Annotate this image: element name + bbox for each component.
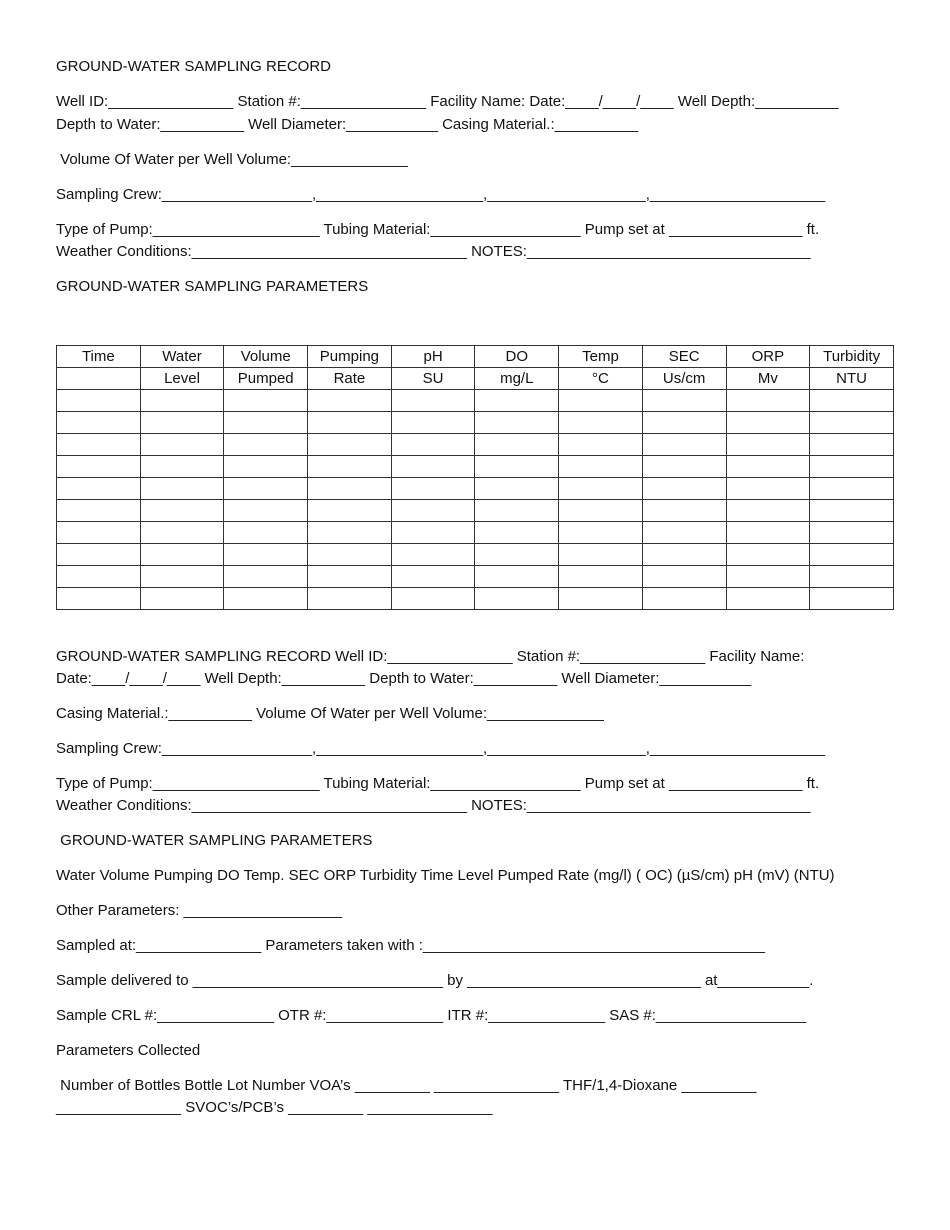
table-cell[interactable] — [224, 478, 308, 500]
table-cell[interactable] — [559, 500, 643, 522]
table-cell[interactable] — [140, 478, 224, 500]
table-units-row — [57, 368, 894, 390]
table-cell[interactable] — [57, 434, 141, 456]
table-cell[interactable] — [475, 390, 559, 412]
table-cell[interactable] — [140, 588, 224, 610]
table-cell[interactable] — [224, 544, 308, 566]
record-line-well-info: Well ID:_______________ Station #:_______________ Facility Name: Date:____/____/____ Well Depth:__________ — [56, 93, 839, 110]
table-cell[interactable] — [475, 500, 559, 522]
parameters-title: GROUND-WATER SAMPLING PARAMETERS — [56, 278, 369, 295]
table-cell[interactable] — [57, 412, 141, 434]
table-cell[interactable] — [475, 478, 559, 500]
table-row — [57, 522, 894, 544]
table-cell[interactable] — [559, 390, 643, 412]
table-cell[interactable] — [559, 566, 643, 588]
record2-line-pump: Type of Pump:____________________ Tubing Material:__________________ Pump set at ________________ ft. — [56, 775, 820, 792]
table-cell[interactable] — [642, 434, 726, 456]
record2-line-date-info: Date:____/____/____ Well Depth:__________ Depth to Water:__________ Well Diameter:___________ — [56, 670, 752, 687]
table-cell[interactable] — [810, 456, 894, 478]
table-cell[interactable] — [391, 478, 475, 500]
table-cell[interactable] — [559, 412, 643, 434]
table-cell[interactable] — [308, 522, 392, 544]
table-cell[interactable] — [391, 434, 475, 456]
column-header: Turbidity — [810, 346, 894, 368]
column-header: DO — [475, 346, 559, 368]
table-cell[interactable] — [726, 434, 810, 456]
table-cell[interactable] — [726, 456, 810, 478]
table-cell[interactable] — [475, 566, 559, 588]
table-cell[interactable] — [391, 522, 475, 544]
table-cell[interactable] — [140, 522, 224, 544]
table-body — [57, 390, 894, 610]
table-cell[interactable] — [475, 412, 559, 434]
table-row — [57, 478, 894, 500]
table-cell[interactable] — [308, 566, 392, 588]
table-cell[interactable] — [308, 434, 392, 456]
table-cell[interactable] — [642, 500, 726, 522]
table-cell[interactable] — [57, 522, 141, 544]
table-cell[interactable] — [57, 588, 141, 610]
table-cell[interactable] — [559, 478, 643, 500]
table-cell[interactable] — [57, 456, 141, 478]
table-cell[interactable] — [308, 588, 392, 610]
bottles-line-2: _______________ SVOC’s/PCB’s _________ _______________ — [56, 1099, 493, 1116]
bottles-line-1: Number of Bottles Bottle Lot Number VOA’s _________ _______________ THF/1,4-Dioxane _________ — [56, 1077, 757, 1094]
table-cell[interactable] — [391, 500, 475, 522]
table-cell[interactable] — [559, 544, 643, 566]
table-cell[interactable] — [642, 390, 726, 412]
column-header: Time — [57, 346, 141, 368]
parameters2-title: GROUND-WATER SAMPLING PARAMETERS — [56, 832, 373, 849]
sample-ids-line: Sample CRL #:______________ OTR #:______________ ITR #:______________ SAS #:__________________ — [56, 1007, 807, 1024]
table-row — [57, 434, 894, 456]
table-cell[interactable] — [57, 500, 141, 522]
table-cell[interactable] — [57, 544, 141, 566]
parameters-collected-heading: Parameters Collected — [56, 1042, 201, 1059]
table-cell[interactable] — [224, 390, 308, 412]
record-title: GROUND-WATER SAMPLING RECORD — [56, 58, 332, 75]
column-unit — [57, 368, 141, 390]
record2-line-weather: Weather Conditions:_________________________________ NOTES:__________________________________ — [56, 797, 811, 814]
column-unit: Us/cm — [642, 368, 726, 390]
table-cell[interactable] — [810, 478, 894, 500]
record-line-depth-info: Depth to Water:__________ Well Diameter:___________ Casing Material.:__________ — [56, 116, 639, 133]
column-unit: Rate — [308, 368, 392, 390]
table-cell[interactable] — [475, 456, 559, 478]
table-cell[interactable] — [475, 588, 559, 610]
column-header: Volume — [224, 346, 308, 368]
table-cell[interactable] — [140, 500, 224, 522]
table-cell[interactable] — [57, 478, 141, 500]
table-cell[interactable] — [391, 588, 475, 610]
table-cell[interactable] — [726, 588, 810, 610]
table-cell[interactable] — [57, 566, 141, 588]
table-cell[interactable] — [810, 390, 894, 412]
sampled-at-line: Sampled at:_______________ Parameters taken with :_________________________________________ — [56, 937, 765, 954]
column-header: pH — [391, 346, 475, 368]
table-cell[interactable] — [642, 456, 726, 478]
table-cell[interactable] — [224, 522, 308, 544]
table-cell[interactable] — [308, 456, 392, 478]
table-cell[interactable] — [224, 456, 308, 478]
record-line-volume: Volume Of Water per Well Volume:______________ — [56, 151, 408, 168]
table-row — [57, 456, 894, 478]
record2-line-casing: Casing Material.:__________ Volume Of Water per Well Volume:______________ — [56, 705, 604, 722]
column-unit: SU — [391, 368, 475, 390]
table-cell[interactable] — [308, 390, 392, 412]
table-cell[interactable] — [642, 566, 726, 588]
column-unit: mg/L — [475, 368, 559, 390]
record2-line-well-info: GROUND-WATER SAMPLING RECORD Well ID:_______________ Station #:_______________ Facility Name: — [56, 648, 805, 665]
table-cell[interactable] — [308, 412, 392, 434]
table-cell[interactable] — [810, 588, 894, 610]
sampling-parameters-table — [56, 345, 894, 610]
table-cell[interactable] — [308, 478, 392, 500]
column-unit: NTU — [810, 368, 894, 390]
table-cell[interactable] — [391, 412, 475, 434]
table-row — [57, 412, 894, 434]
table-cell[interactable] — [726, 566, 810, 588]
table-cell[interactable] — [726, 478, 810, 500]
table-cell[interactable] — [391, 390, 475, 412]
column-header: Pumping — [308, 346, 392, 368]
table-cell[interactable] — [810, 434, 894, 456]
record-line-pump: Type of Pump:____________________ Tubing Material:__________________ Pump set at ________________ ft. — [56, 221, 820, 238]
sample-delivered-line: Sample delivered to ______________________________ by ____________________________ at___________. — [56, 972, 814, 989]
column-unit: Level — [140, 368, 224, 390]
table-cell[interactable] — [810, 522, 894, 544]
column-header: ORP — [726, 346, 810, 368]
table-row — [57, 588, 894, 610]
table-cell[interactable] — [140, 544, 224, 566]
table-cell[interactable] — [726, 500, 810, 522]
table-cell[interactable] — [391, 456, 475, 478]
table-cell[interactable] — [57, 390, 141, 412]
table-cell[interactable] — [140, 566, 224, 588]
table-cell[interactable] — [140, 434, 224, 456]
record-line-weather: Weather Conditions:_________________________________ NOTES:__________________________________ — [56, 243, 811, 260]
column-header: Water — [140, 346, 224, 368]
table-cell[interactable] — [224, 566, 308, 588]
column-unit: Mv — [726, 368, 810, 390]
table-cell[interactable] — [810, 566, 894, 588]
table-cell[interactable] — [642, 544, 726, 566]
table-cell[interactable] — [559, 522, 643, 544]
table-cell[interactable] — [810, 544, 894, 566]
column-unit: °C — [559, 368, 643, 390]
table-cell[interactable] — [642, 588, 726, 610]
column-header: Temp — [559, 346, 643, 368]
table-cell[interactable] — [559, 588, 643, 610]
table-cell[interactable] — [642, 412, 726, 434]
table-cell[interactable] — [391, 544, 475, 566]
table-cell[interactable] — [308, 500, 392, 522]
other-parameters-line: Other Parameters: ___________________ — [56, 902, 343, 919]
table-cell[interactable] — [475, 544, 559, 566]
table-cell[interactable] — [642, 478, 726, 500]
column-header: SEC — [642, 346, 726, 368]
parameters2-list: Water Volume Pumping DO Temp. SEC ORP Turbidity Time Level Pumped Rate (mg/l) ( OC) (µS/cm) pH (mV) (NTU) — [56, 867, 835, 884]
table-cell[interactable] — [810, 500, 894, 522]
table-cell[interactable] — [726, 544, 810, 566]
record2-line-crew: Sampling Crew:__________________,____________________,___________________,_____________________ — [56, 740, 826, 757]
table-cell[interactable] — [810, 412, 894, 434]
table-cell[interactable] — [224, 588, 308, 610]
table-cell[interactable] — [726, 522, 810, 544]
table-header-row — [57, 346, 894, 368]
table-cell[interactable] — [559, 434, 643, 456]
table-cell[interactable] — [140, 390, 224, 412]
table-cell[interactable] — [224, 412, 308, 434]
table-row — [57, 500, 894, 522]
table-cell[interactable] — [224, 434, 308, 456]
column-unit: Pumped — [224, 368, 308, 390]
table-cell[interactable] — [642, 522, 726, 544]
table-row — [57, 544, 894, 566]
table-cell[interactable] — [726, 390, 810, 412]
table-cell[interactable] — [475, 522, 559, 544]
table-row — [57, 390, 894, 412]
record-line-crew: Sampling Crew:__________________,____________________,___________________,_____________________ — [56, 186, 826, 203]
table-cell[interactable] — [224, 500, 308, 522]
table-cell[interactable] — [475, 434, 559, 456]
table-cell[interactable] — [726, 412, 810, 434]
table-cell[interactable] — [140, 456, 224, 478]
table-cell[interactable] — [391, 566, 475, 588]
table-cell[interactable] — [308, 544, 392, 566]
table-cell[interactable] — [559, 456, 643, 478]
table-cell[interactable] — [140, 412, 224, 434]
table-row — [57, 566, 894, 588]
